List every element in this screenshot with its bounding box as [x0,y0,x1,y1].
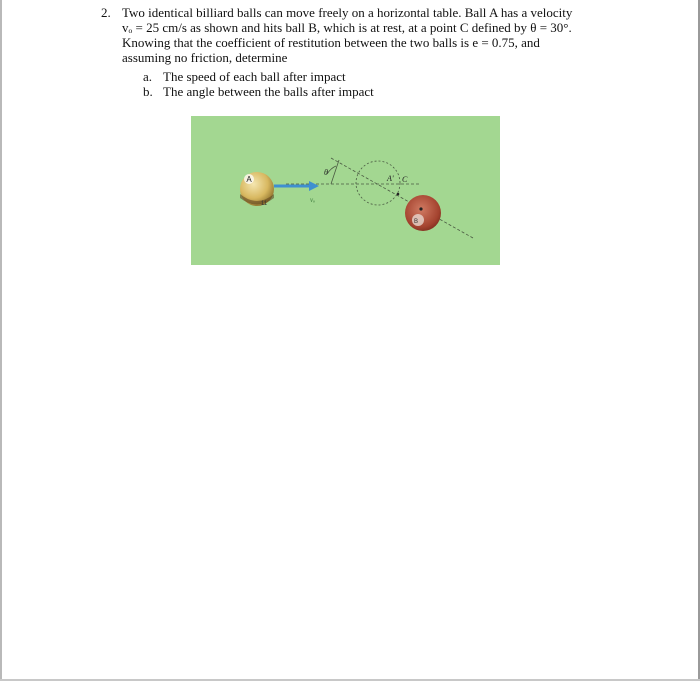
billiard-figure [191,116,500,265]
point-c-marker [397,193,400,196]
part-a-label: a. [143,69,153,84]
statement-line-4: assuming no friction, determine [122,50,288,65]
theta-label: θ [324,168,328,177]
ball-b-center [419,207,422,210]
page-left-edge [0,0,2,681]
part-a [143,69,346,84]
problem-number: 2. [101,5,111,20]
point-c-label: C [402,175,408,184]
ball-b-label: B [413,219,419,225]
ball-a-number: 11 [260,201,268,207]
point-a-prime-label: A' [387,174,394,183]
ball-a-label: A [246,175,252,184]
billiard-diagram [191,116,500,265]
ball-b [405,195,441,231]
statement-line-2: vₒ = 25 cm/s as shown and hits ball B, which is at rest, at a point C defined by θ = 30°. [122,20,572,35]
part-b [143,84,374,99]
statement-line-3: Knowing that the coefficient of restitution between the two balls is e = 0.75, and [122,35,540,50]
part-b-label: b. [143,84,153,99]
velocity-label: vₒ [310,196,316,204]
statement-line-1: Two identical billiard balls can move freely on a horizontal table. Ball A has a velocity [122,5,573,20]
part-b-text: The angle between the balls after impact [163,84,374,99]
part-a-text: The speed of each ball after impact [163,69,346,84]
problem-statement [122,5,622,65]
table-sheen [191,116,500,265]
